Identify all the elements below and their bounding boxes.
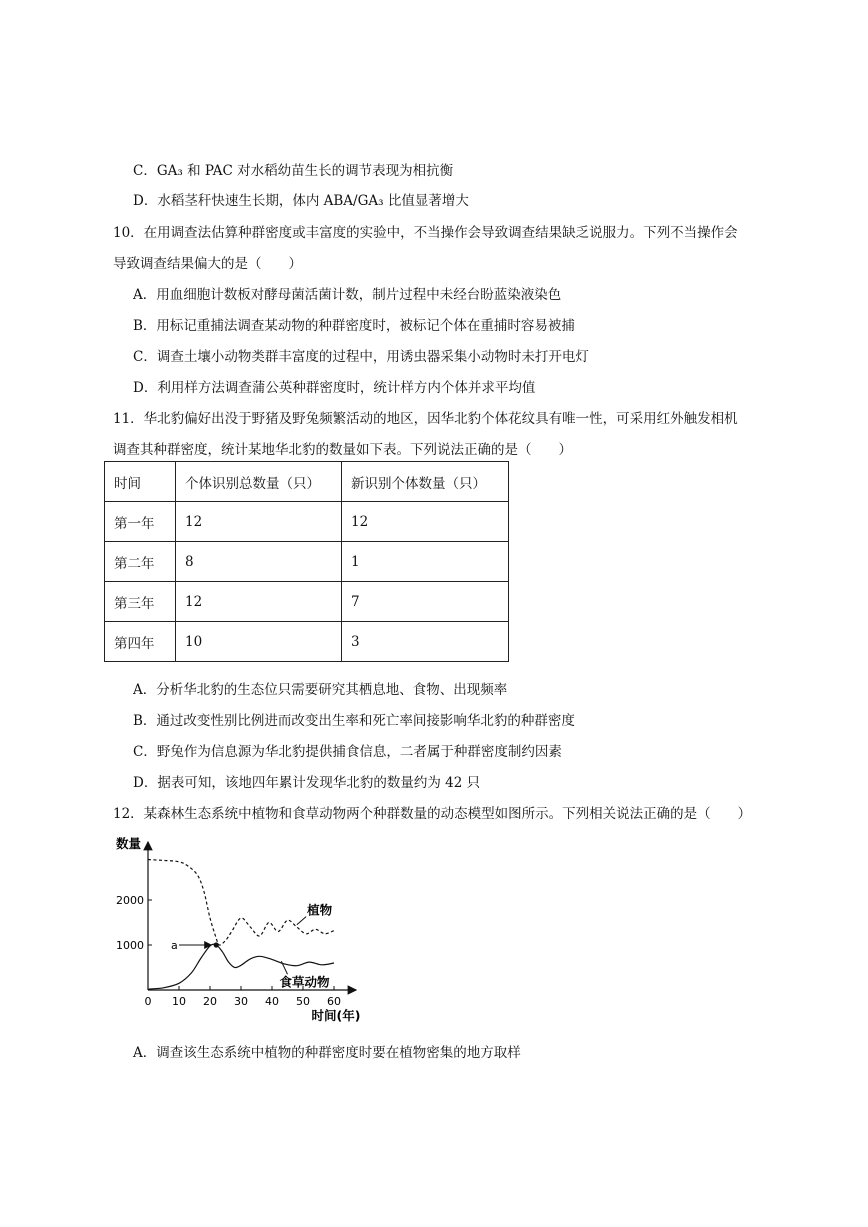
table-cell: 第三年 (105, 582, 176, 622)
x-tick-label: 0 (144, 995, 152, 1008)
question-11-line-2: 调查其种群密度，统计某地华北豹的数量如下表。下列说法正确的是（ ） (113, 442, 572, 458)
table-row (105, 502, 509, 542)
table-cell: 3 (342, 622, 509, 662)
option-9c: C．GA₃ 和 PAC 对水稻幼苗生长的调节表现为相抗衡 (133, 163, 454, 179)
question-12-stem: 12．某森林生态系统中植物和食草动物两个种群数量的动态模型如图所示。下列相关说法正确的是（ ） (113, 806, 752, 822)
y-axis-label: 数量 (116, 836, 142, 851)
x-axis-label: 时间(年) (311, 1008, 361, 1023)
question-10-line-1: 10．在用调查法估算种群密度或丰富度的实验中，不当操作会导致调查结果缺乏说服力。下列不当操作会 (113, 225, 738, 241)
table-cell: 12 (342, 502, 509, 542)
option-11d: D．据表可知，该地四年累计发现华北豹的数量约为 42 只 (133, 775, 481, 791)
table-cell: 7 (342, 582, 509, 622)
plant-curve (148, 860, 334, 946)
point-a-marker (214, 942, 219, 947)
option-10d: D．利用样方法调查蒲公英种群密度时，统计样方内个体并求平均值 (133, 380, 536, 396)
x-tick-label: 30 (234, 995, 248, 1008)
table-header-cell: 个体识别总数量（只） (176, 462, 342, 502)
x-tick-label: 20 (203, 995, 217, 1008)
option-11b: B．通过改变性别比例进而改变出生率和死亡率间接影响华北豹的种群密度 (133, 713, 575, 729)
table-row (105, 582, 509, 622)
option-12a: A．调查该生态系统中植物的种群密度时要在植物密集的地方取样 (133, 1045, 521, 1061)
table-cell: 12 (176, 502, 342, 542)
population-dynamics-chart (100, 830, 380, 1030)
table-header-cell: 新识别个体数量（只） (342, 462, 509, 502)
plant-leader-line (297, 917, 306, 925)
point-a-label: a (171, 939, 178, 952)
option-10c: C．调查土壤小动物类群丰富度的过程中，用诱虫器采集小动物时未打开电灯 (133, 349, 589, 365)
question-10-line-2: 导致调查结果偏大的是（ ） (113, 256, 302, 272)
option-11c: C．野兔作为信息源为华北豹提供捕食信息，二者属于种群密度制约因素 (133, 744, 562, 760)
herbivore-series-label: 食草动物 (279, 974, 330, 990)
x-tick-label: 10 (172, 995, 186, 1008)
table-cell: 10 (176, 622, 342, 662)
option-10b: B．用标记重捕法调查某动物的种群密度时，被标记个体在重捕时容易被捕 (133, 318, 575, 334)
y-tick-label: 1000 (116, 939, 144, 952)
x-tick-label: 60 (327, 995, 341, 1008)
plant-series-label: 植物 (307, 902, 333, 918)
option-10a: A．用血细胞计数板对酵母菌活菌计数，制片过程中未经台盼蓝染液染色 (133, 287, 562, 303)
table-cell: 8 (176, 542, 342, 582)
chart-series (148, 860, 334, 990)
option-9d: D．水稻茎秆快速生长期，体内 ABA/GA₃ 比值显著增大 (133, 193, 469, 209)
leopard-count-table (104, 461, 509, 662)
table-header-cell: 时间 (105, 462, 176, 502)
herbivore-leader-line (281, 961, 287, 974)
table-cell: 1 (342, 542, 509, 582)
x-tick-label: 40 (265, 995, 279, 1008)
table-row (105, 542, 509, 582)
table-cell: 第二年 (105, 542, 176, 582)
y-tick-label: 2000 (116, 894, 144, 907)
table-cell: 第一年 (105, 502, 176, 542)
table-cell: 12 (176, 582, 342, 622)
table-row (105, 622, 509, 662)
option-11a: A．分析华北豹的生态位只需要研究其栖息地、食物、出现频率 (133, 682, 508, 698)
question-11-line-1: 11．华北豹偏好出没于野猪及野兔频繁活动的地区，因华北豹个体花纹具有唯一性，可采用红外触发相机 (113, 411, 738, 427)
table-header-row (105, 462, 509, 502)
table-cell: 第四年 (105, 622, 176, 662)
x-tick-label: 50 (296, 995, 310, 1008)
